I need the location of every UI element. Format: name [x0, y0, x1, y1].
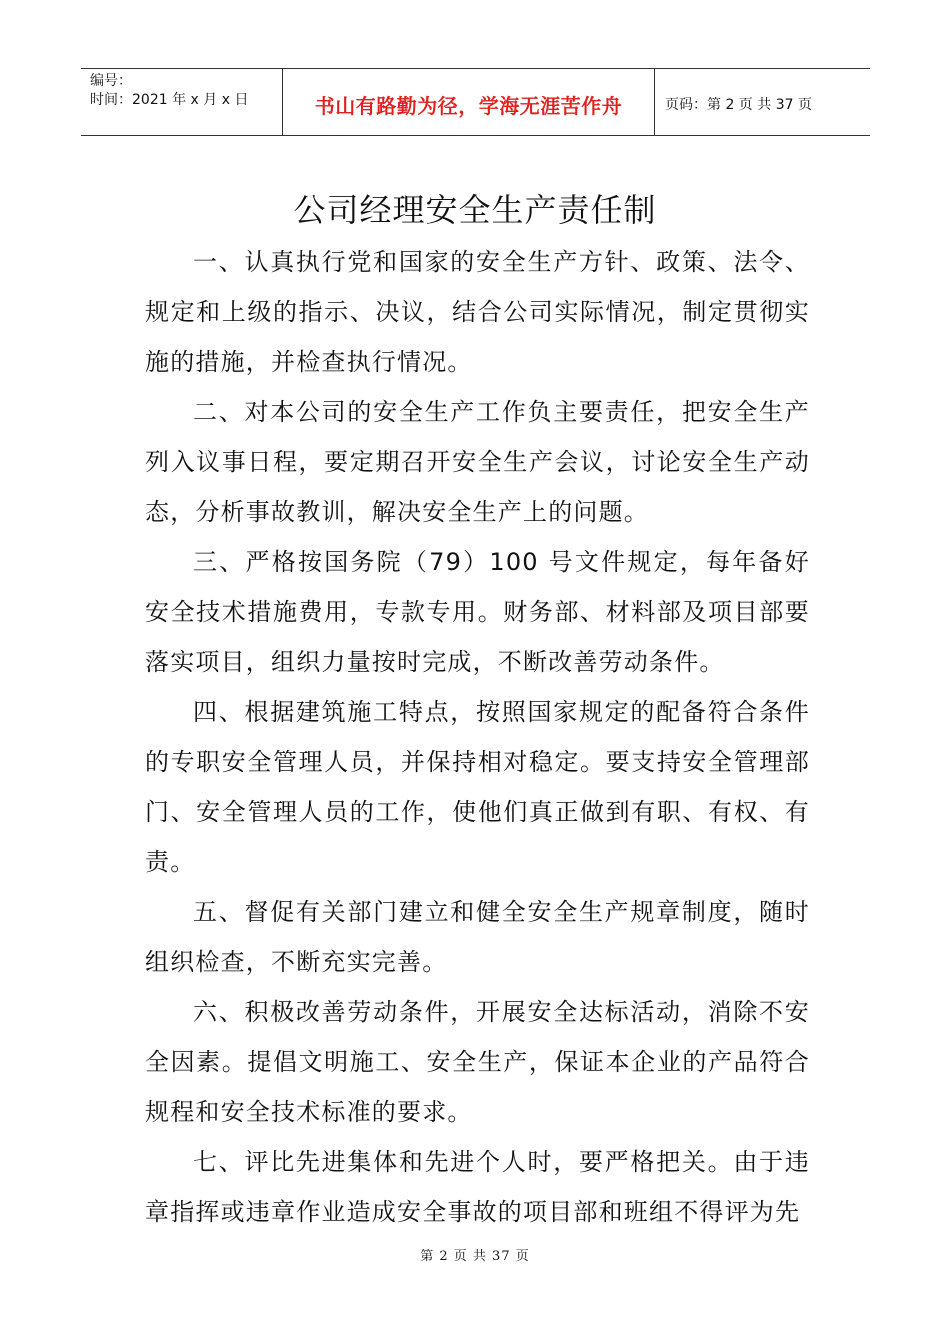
document-header — [81, 68, 870, 136]
document-title: 公司经理安全生产责任制 — [293, 191, 657, 229]
number-label: 编号： — [90, 73, 132, 89]
document-body — [145, 237, 810, 1237]
header-meta — [81, 69, 283, 135]
paragraph-4: 四、根据建筑施工特点，按照国家规定的配备符合条件的专职安全管理人员，并保持相对稳定。要支持安全管理部门、安全管理人员的工作，使他们真正做到有职、有权、有责。 — [145, 698, 810, 876]
paragraph-6: 六、积极改善劳动条件，开展安全达标活动，消除不安全因素。提倡文明施工、安全生产，保证本企业的产品符合规程和安全技术标准的要求。 — [145, 998, 810, 1126]
paragraph-5: 五、督促有关部门建立和健全安全生产规章制度，随时组织检查，不断充实完善。 — [145, 898, 810, 976]
date-label: 时间：2021 年 x 月 x 日 — [90, 92, 249, 108]
header-page-code: 页码：第 2 页 共 37 页 — [665, 97, 812, 113]
page-footer: 第 2 页 共 37 页 — [420, 1249, 530, 1264]
paragraph-7: 七、评比先进集体和先进个人时，要严格把关。由于违章指挥或违章作业造成安全事故的项目部和班组不得评为先 — [145, 1148, 810, 1226]
paragraph-2: 二、对本公司的安全生产工作负主要责任，把安全生产列入议事日程，要定期召开安全生产会议，讨论安全生产动态，分析事故教训，解决安全生产上的问题。 — [145, 398, 810, 526]
paragraph-3: 三、严格按国务院（79）100 号文件规定，每年备好安全技术措施费用，专款专用。财务部、材料部及项目部要落实项目，组织力量按时完成，不断改善劳动条件。 — [145, 548, 810, 676]
paragraph-1: 一、认真执行党和国家的安全生产方针、政策、法令、规定和上级的指示、决议，结合公司实际情况，制定贯彻实施的措施，并检查执行情况。 — [145, 248, 810, 376]
header-motto: 书山有路勤为径，学海无涯苦作舟 — [283, 69, 655, 135]
